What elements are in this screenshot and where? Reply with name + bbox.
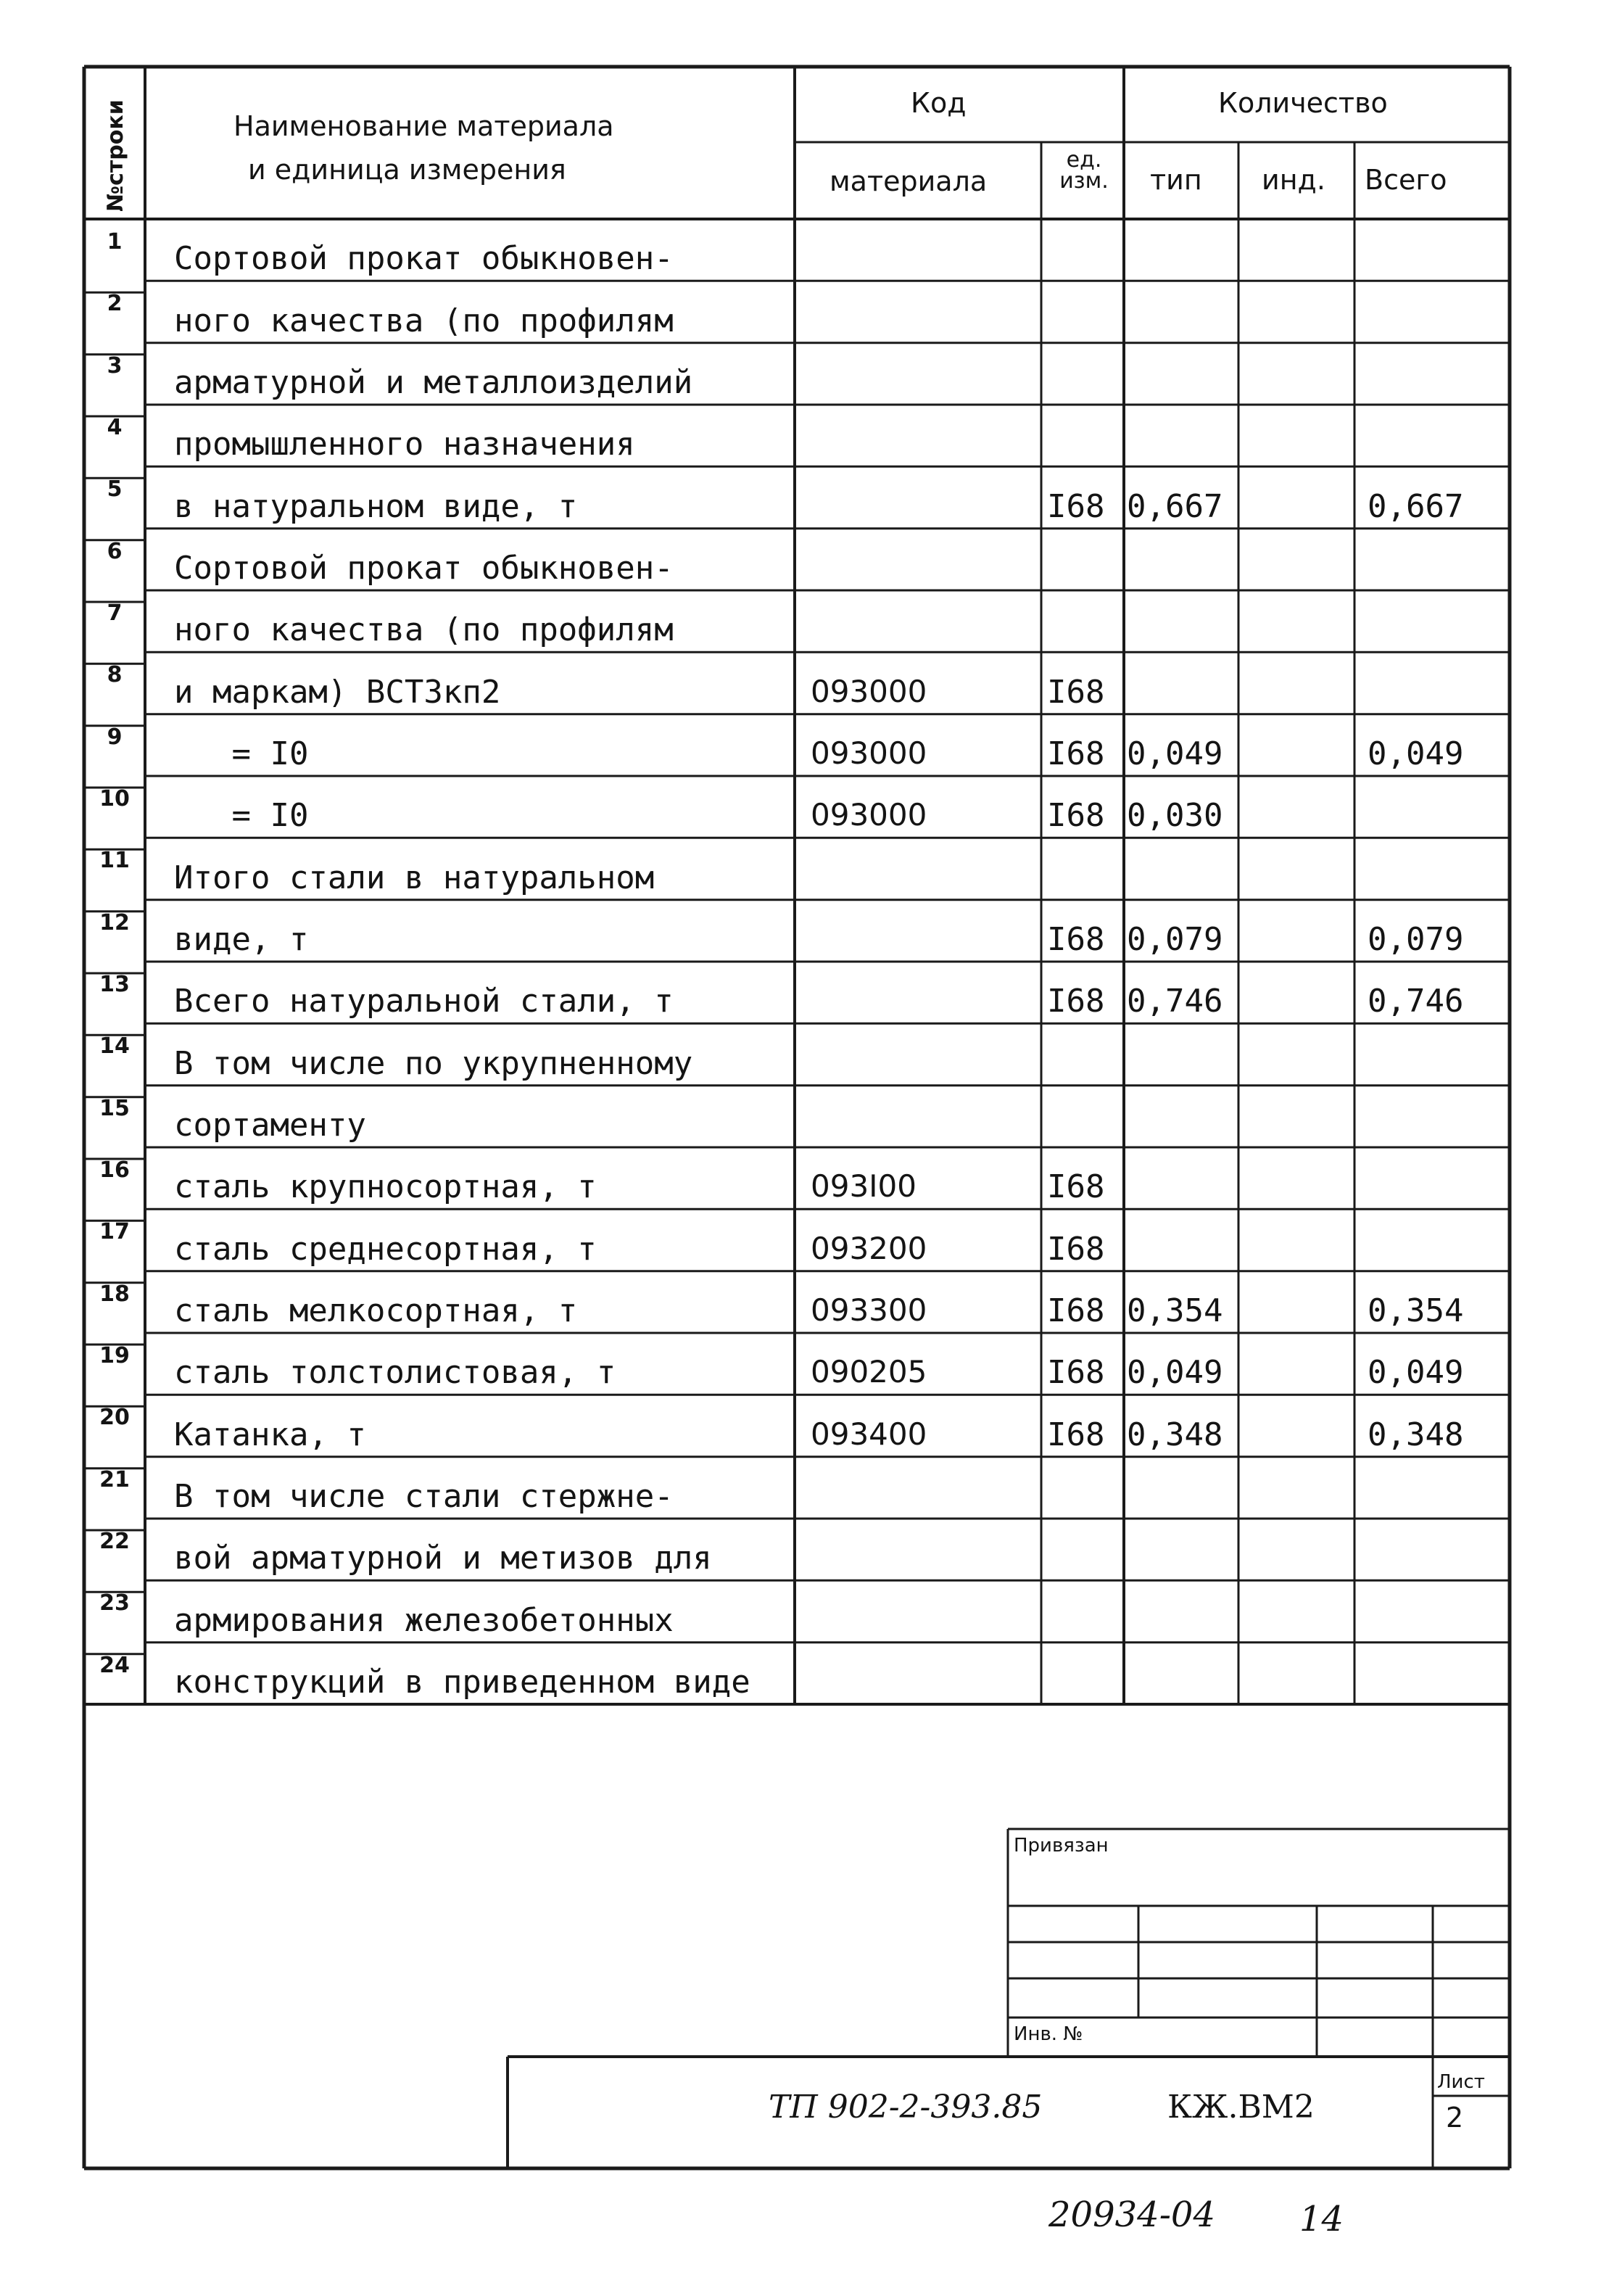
page-number: 14 <box>1299 2199 1344 2239</box>
row-name-cell: = I0 <box>174 735 309 772</box>
code-group-header: Код <box>911 87 967 119</box>
row-name-cell: сталь среднесортная, т <box>174 1230 597 1268</box>
row-number-header: №строки <box>103 99 128 212</box>
row-n-cell: 7 <box>107 600 123 626</box>
row-name-cell: сталь мелкосортная, т <box>174 1292 578 1329</box>
row-name-cell: Сортовой прокат обыкновен- <box>174 240 674 278</box>
row-name-cell: виде, т <box>174 921 309 958</box>
row-type-cell: 0,746 <box>1127 983 1223 1020</box>
row-n-cell: 23 <box>99 1590 130 1616</box>
document-number: ТП 902-2-393.85 <box>769 2089 1043 2126</box>
row-name-cell: арматурной и металлоизделий <box>174 364 693 401</box>
row-name-cell: Сортовой прокат обыкновен- <box>174 550 674 587</box>
quantity-total-header: Всего <box>1365 164 1447 196</box>
row-name-cell: Всего натуральной стали, т <box>174 983 674 1020</box>
row-code-cell: 093300 <box>811 1292 927 1328</box>
row-n-cell: 3 <box>107 352 123 379</box>
document-code: КЖ.ВМ2 <box>1167 2089 1315 2126</box>
row-total-cell: 0,746 <box>1368 983 1464 1020</box>
quantity-type-header: тип <box>1150 164 1202 196</box>
row-name-cell: ного качества (по профилям <box>174 611 674 649</box>
row-name-cell: в натуральном виде, т <box>174 487 578 525</box>
sheet-number: 2 <box>1446 2102 1464 2134</box>
row-name-cell: и маркам) ВСТ3кп2 <box>174 673 501 711</box>
row-name-cell: В том числе стали стержне- <box>174 1478 674 1515</box>
row-name-cell: вой арматурной и метизов для <box>174 1540 712 1577</box>
row-n-cell: 16 <box>99 1157 130 1183</box>
row-code-cell: 093200 <box>811 1230 927 1266</box>
bound-label: Привязан <box>1014 1835 1109 1857</box>
material-name-header-line1: Наименование материала <box>233 110 614 142</box>
row-unit-cell: I68 <box>1047 673 1105 711</box>
row-name-cell: сталь толстолистовая, т <box>174 1354 616 1392</box>
quantity-ind-header: инд. <box>1262 164 1325 196</box>
row-n-cell: 9 <box>107 724 123 750</box>
row-unit-cell: I68 <box>1047 1354 1105 1392</box>
row-n-cell: 1 <box>107 229 123 255</box>
row-name-cell: конструкций в приведенном виде <box>174 1664 750 1701</box>
row-total-cell: 0,079 <box>1368 921 1464 958</box>
row-name-cell: сортаменту <box>174 1107 366 1144</box>
row-name-cell: = I0 <box>174 797 309 835</box>
unit-code-header: ед. изм. <box>1059 147 1109 194</box>
row-total-cell: 0,049 <box>1368 735 1464 772</box>
row-name-cell: В том числе по укрупненному <box>174 1044 693 1082</box>
row-total-cell: 0,049 <box>1368 1354 1464 1392</box>
row-type-cell: 0,049 <box>1127 1354 1223 1392</box>
row-type-cell: 0,079 <box>1127 921 1223 958</box>
row-n-cell: 18 <box>99 1281 130 1307</box>
row-n-cell: 10 <box>99 786 130 812</box>
row-unit-cell: I68 <box>1047 1416 1105 1453</box>
row-n-cell: 5 <box>107 476 123 503</box>
row-n-cell: 8 <box>107 662 123 688</box>
row-n-cell: 21 <box>99 1466 130 1492</box>
row-n-cell: 13 <box>99 972 130 997</box>
row-n-cell: 2 <box>107 291 123 317</box>
row-code-cell: 093000 <box>811 673 927 709</box>
row-code-cell: 093400 <box>811 1416 927 1452</box>
inventory-number-label: Инв. № <box>1014 2023 1083 2045</box>
row-unit-cell: I68 <box>1047 1168 1105 1206</box>
row-name-cell: Катанка, т <box>174 1416 366 1453</box>
row-type-cell: 0,354 <box>1127 1292 1223 1329</box>
row-unit-cell: I68 <box>1047 797 1105 835</box>
row-n-cell: 22 <box>99 1529 130 1554</box>
row-name-cell: ного качества (по профилям <box>174 302 674 339</box>
row-n-cell: 24 <box>99 1652 130 1678</box>
archive-number: 20934-04 <box>1048 2194 1215 2235</box>
row-name-cell: промышленного назначения <box>174 426 635 463</box>
row-type-cell: 0,030 <box>1127 797 1223 835</box>
row-code-cell: 093000 <box>811 797 927 833</box>
row-n-cell: 14 <box>99 1033 130 1060</box>
row-unit-cell: I68 <box>1047 921 1105 958</box>
row-unit-cell: I68 <box>1047 735 1105 772</box>
row-n-cell: 15 <box>99 1095 130 1121</box>
sheet-label: Лист <box>1437 2071 1485 2093</box>
row-type-cell: 0,348 <box>1127 1416 1223 1453</box>
row-unit-cell: I68 <box>1047 487 1105 525</box>
material-code-header: материала <box>830 165 988 197</box>
row-type-cell: 0,049 <box>1127 735 1223 772</box>
row-unit-cell: I68 <box>1047 1230 1105 1268</box>
row-total-cell: 0,667 <box>1368 487 1464 525</box>
row-n-cell: 20 <box>99 1405 130 1431</box>
row-n-cell: 19 <box>99 1343 130 1368</box>
row-total-cell: 0,354 <box>1368 1292 1464 1329</box>
row-n-cell: 4 <box>107 415 123 440</box>
row-n-cell: 11 <box>99 848 130 874</box>
row-name-cell: армирования железобетонных <box>174 1601 674 1639</box>
row-type-cell: 0,667 <box>1127 487 1223 525</box>
row-n-cell: 6 <box>107 538 123 564</box>
row-code-cell: 090205 <box>811 1354 927 1390</box>
row-unit-cell: I68 <box>1047 983 1105 1020</box>
row-code-cell: 093I00 <box>811 1168 917 1205</box>
quantity-group-header: Количество <box>1218 87 1388 119</box>
row-total-cell: 0,348 <box>1368 1416 1464 1453</box>
row-name-cell: Итого стали в натуральном <box>174 859 655 896</box>
material-name-header-line2: и единица измерения <box>248 154 566 186</box>
row-n-cell: 12 <box>99 909 130 936</box>
row-n-cell: 17 <box>99 1219 130 1245</box>
row-unit-cell: I68 <box>1047 1292 1105 1329</box>
row-code-cell: 093000 <box>811 735 927 771</box>
row-name-cell: сталь крупносортная, т <box>174 1168 597 1206</box>
